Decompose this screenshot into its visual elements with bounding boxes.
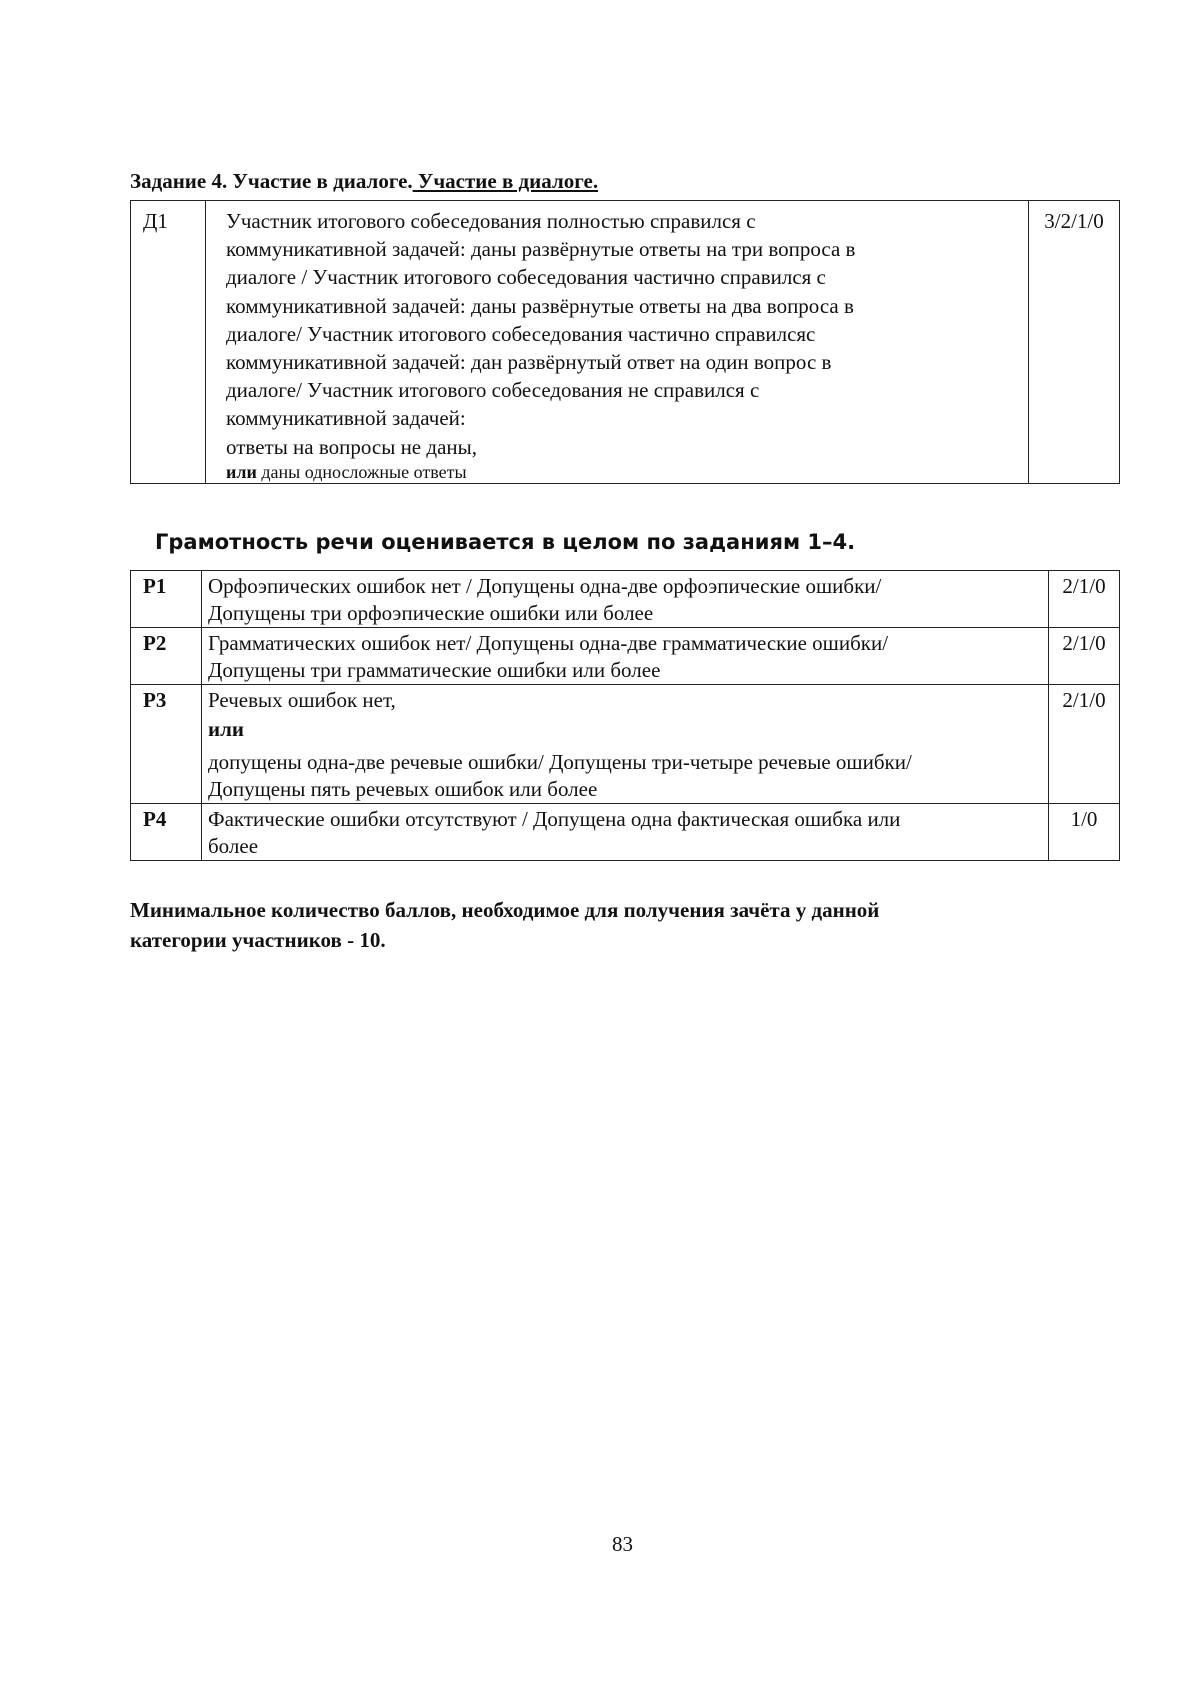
- description-line: Допущены три орфоэпические ошибки или более: [208, 601, 654, 625]
- criterion-description: [202, 804, 1049, 861]
- criterion-score: 2/1/0: [1049, 571, 1120, 628]
- description-line: коммуникативной задачей: даны развёрнутые ответы на три вопроса в: [226, 237, 856, 262]
- note-line: Минимальное количество баллов, необходимое для получения зачёта у данной: [130, 898, 880, 922]
- description-line: Допущены пять речевых ошибок или более: [208, 777, 598, 801]
- description-line: ответы на вопросы не даны,: [226, 434, 477, 459]
- criterion-description: [202, 571, 1049, 628]
- description-line: Фактические ошибки отсутствуют / Допущена одна фактическая ошибка или: [208, 807, 901, 831]
- criterion-code: Д1: [131, 201, 206, 484]
- description-line: допущены одна-две речевые ошибки/ Допущены три-четыре речевые ошибки/: [208, 750, 912, 774]
- criterion-code: Р4: [131, 804, 202, 861]
- task4-criteria-table: [130, 200, 1120, 484]
- page-number: 83: [612, 1532, 633, 1556]
- description-line: Орфоэпических ошибок нет / Допущены одна-две орфоэпические ошибки/: [208, 574, 882, 598]
- criterion-code: Р1: [131, 571, 202, 628]
- criterion-score: 2/1/0: [1049, 628, 1120, 685]
- task4-title-underlined: Участие в диалоге.: [412, 169, 599, 193]
- description-line: диалоге / Участник итогового собеседования частично справился с: [226, 265, 826, 290]
- note-line: категории участников - 10.: [130, 928, 386, 952]
- description-line: диалоге/ Участник итогового собеседования не справился с: [226, 378, 760, 403]
- criterion-description: [202, 628, 1049, 685]
- task4-title-text: Задание 4. Участие в диалоге.: [130, 169, 413, 193]
- criterion-score: 2/1/0: [1049, 685, 1120, 804]
- description-last-line: [226, 461, 1020, 483]
- description-line: Допущены три грамматические ошибки или более: [208, 658, 661, 682]
- criterion-description: [206, 201, 1029, 484]
- table-row: [131, 804, 1120, 861]
- criterion-code: Р2: [131, 628, 202, 685]
- description-line: коммуникативной задачей: даны развёрнутые ответы на два вопроса в: [226, 293, 854, 318]
- description-line: Участник итогового собеседования полностью справился с: [226, 209, 756, 233]
- criterion-code: Р3: [131, 685, 202, 804]
- criterion-score: 3/2/1/0: [1029, 201, 1120, 484]
- table-row: [131, 571, 1120, 628]
- task4-title: [130, 168, 598, 194]
- minimum-score-note: [130, 895, 1110, 955]
- literacy-heading: Грамотность речи оценивается в целом по заданиям 1–4.: [155, 530, 856, 554]
- description-line: более: [208, 834, 259, 858]
- description-line: коммуникативной задачей:: [226, 406, 466, 431]
- criterion-description: [202, 685, 1049, 804]
- last-line-text: даны односложные ответы: [256, 461, 467, 482]
- table-row: [131, 201, 1120, 484]
- criterion-score: 1/0: [1049, 804, 1120, 861]
- description-line: Речевых ошибок нет,: [208, 688, 396, 712]
- or-word: или: [226, 461, 257, 482]
- table-row: [131, 628, 1120, 685]
- table-row: [131, 685, 1120, 804]
- description-line: коммуникативной задачей: дан развёрнутый ответ на один вопрос в: [226, 350, 832, 375]
- description-line: Грамматических ошибок нет/ Допущены одна-две грамматические ошибки/: [208, 631, 889, 655]
- literacy-criteria-table: [130, 570, 1120, 861]
- description-line: диалоге/ Участник итогового собеседования частично справилсяс: [226, 321, 816, 346]
- or-word: или: [208, 717, 244, 741]
